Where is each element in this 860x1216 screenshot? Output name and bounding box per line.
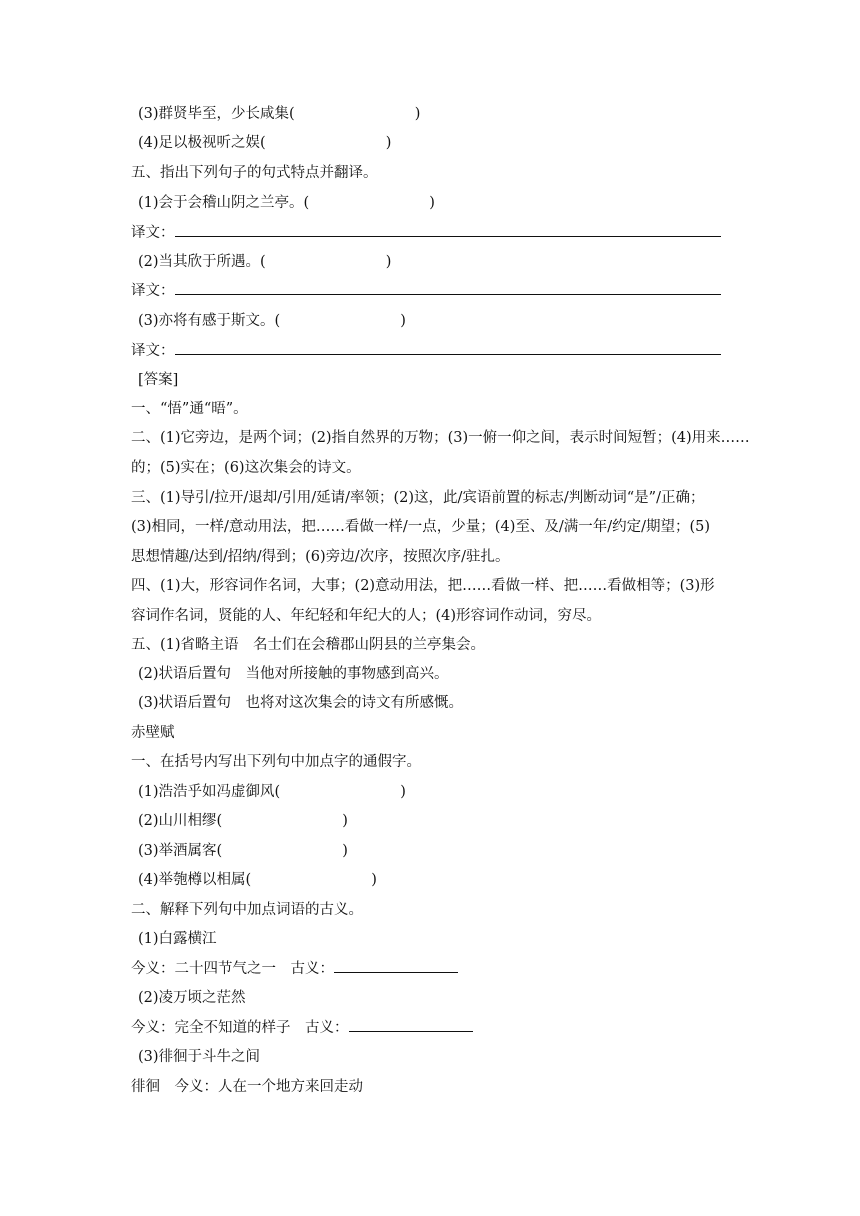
text-line: 二、(1)它旁边，是两个词；(2)指自然界的万物；(3)一俯一仰之间，表示时间短暂；(4)用来……: [131, 430, 750, 446]
translation-line: 译文：: [131, 341, 721, 361]
text-line: 三、(1)导引/拉开/退却/引用/延请/率领；(2)这，此/宾语前置的标志/判断动词“是”/正确；: [131, 490, 705, 506]
text-line: (4)举匏樽以相属( ): [138, 872, 377, 888]
text-line: (3)状语后置句 也将对这次集会的诗文有所感慨。: [138, 695, 464, 711]
translation-line: 译文：: [131, 223, 721, 243]
text-line: 今义：二十四节气之一 古义：: [131, 959, 458, 979]
text-line: (1)白露横江: [138, 931, 217, 947]
section-heading: 二、解释下列句中加点词语的古义。: [131, 902, 363, 918]
section-heading: 一、在括号内写出下列句中加点字的通假字。: [131, 754, 421, 770]
text-line: 一、“悟”通“晤”。: [131, 401, 248, 417]
translation-line: 译文：: [131, 281, 721, 301]
answer-heading: [答案]: [138, 372, 179, 388]
text-line: (3)亦将有感于斯文。( ): [138, 313, 406, 329]
section-heading: 五、指出下列句子的句式特点并翻译。: [131, 165, 378, 181]
text-line: (4)足以极视听之娱( ): [138, 135, 392, 151]
text-line: (2)凌万顷之茫然: [138, 990, 246, 1006]
text-line: 的；(5)实在；(6)这次集会的诗文。: [131, 460, 361, 476]
text-line: (3)举酒属客( ): [138, 843, 348, 859]
text-line: 五、(1)省略主语 名士们在会稽郡山阴县的兰亭集会。: [131, 637, 486, 653]
text-line: (1)浩浩乎如冯虚御风( ): [138, 784, 406, 800]
text-line: (2)山川相缪( ): [138, 813, 348, 829]
text-line: 容词作名词，贤能的人、年纪轻和年纪大的人；(4)形容词作动词，穷尽。: [131, 608, 602, 624]
text-line: (3)徘徊于斗牛之间: [138, 1049, 261, 1065]
text-line: (2)当其欣于所遇。( ): [138, 254, 392, 270]
text-line: 今义：完全不知道的样子 古义：: [131, 1018, 473, 1038]
section-title: 赤壁赋: [131, 725, 175, 741]
text-line: (1)会于会稽山阴之兰亭。( ): [138, 195, 435, 211]
text-line: (3)群贤毕至，少长咸集( ): [138, 106, 421, 122]
text-line: 徘徊 今义：人在一个地方来回走动: [131, 1079, 363, 1095]
text-line: 四、(1)大，形容词作名词，大事；(2)意动用法，把……看做一样、把……看做相等；(3)形: [131, 578, 715, 594]
text-line: (2)状语后置句 当他对所接触的事物感到高兴。: [138, 666, 449, 682]
text-line: (3)相同，一样/意动用法，把……看做一样/一点，少量；(4)至、及/满一年/约定/期望；(5): [131, 519, 711, 535]
text-line: 思想情趣/达到/招纳/得到；(6)旁边/次序，按照次序/驻扎。: [131, 549, 510, 565]
